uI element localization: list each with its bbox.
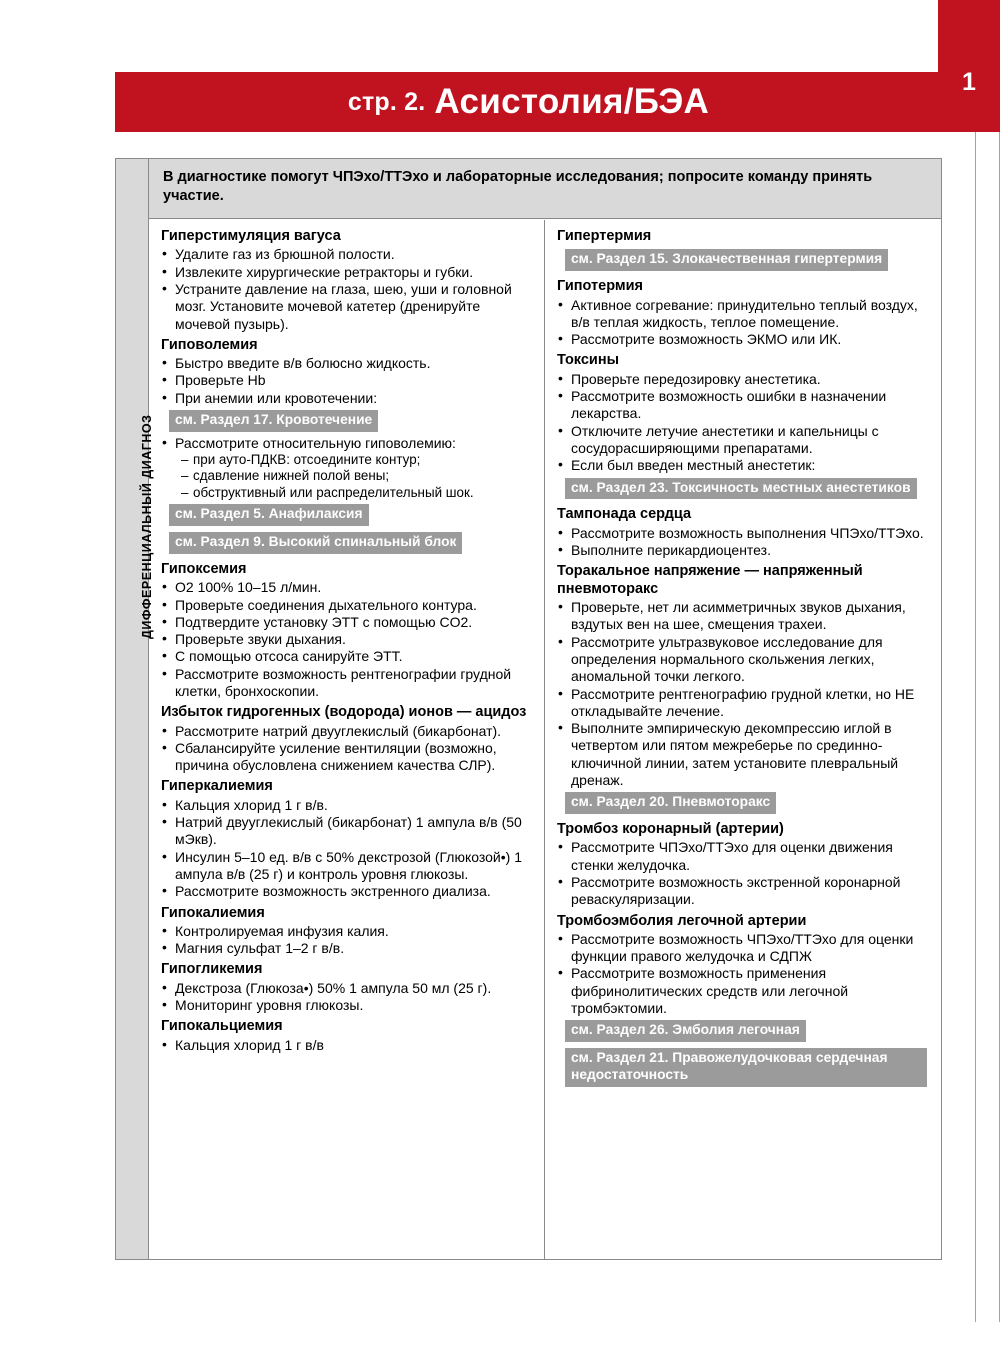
list-item: • Рассмотрите ультразвуковое исследование для определения нормального скольжения легких, аномальной точки легкого. bbox=[557, 634, 929, 686]
section-heading: Гипотермия bbox=[557, 278, 643, 295]
list-item: • Выполните перикардиоцентез. bbox=[557, 542, 929, 559]
list-item: • При анемии или кровотечении: bbox=[161, 390, 532, 407]
section-list bbox=[161, 1037, 532, 1054]
left-column bbox=[149, 220, 545, 1259]
list-item: • Натрий двууглекислый (бикарбонат) 1 ампула в/в (50 мЭкв). bbox=[161, 814, 532, 849]
right-column bbox=[545, 220, 941, 1259]
side-label-text: ДИФФЕРЕНЦИАЛЬНЫЙ ДИАГНОЗ bbox=[140, 414, 154, 639]
section-list bbox=[161, 980, 532, 1015]
list-item: • Рассмотрите относительную гиповолемию: bbox=[161, 435, 532, 452]
cross-reference[interactable]: см. Раздел 26. Эмболия легочная bbox=[565, 1020, 806, 1042]
cross-reference[interactable]: см. Раздел 21. Правожелудочковая сердечная недостаточность bbox=[565, 1048, 927, 1087]
section-sublist bbox=[181, 452, 532, 501]
page-corner-tab bbox=[938, 0, 1000, 132]
sub-list-item: – при ауто-ПДКВ: отсоедините контур; bbox=[181, 452, 532, 468]
cross-reference[interactable]: см. Раздел 23. Токсичность местных анестетиков bbox=[565, 478, 917, 500]
section-heading: Торакальное напряжение — напряженный пневмоторакс bbox=[557, 563, 863, 597]
list-item: • Рассмотрите возможность ЭКМО или ИК. bbox=[557, 331, 929, 348]
list-item: • Декстроза (Глюкоза•) 50% 1 ампула 50 мл (25 г). bbox=[161, 980, 532, 997]
section-heading: Тампонада сердца bbox=[557, 506, 692, 523]
list-item: • Рассмотрите рентгенографию грудной клетки, но НЕ откладывайте лечение. bbox=[557, 686, 929, 721]
section-list bbox=[161, 923, 532, 958]
cross-reference[interactable]: см. Раздел 15. Злокачественная гипертермия bbox=[565, 249, 888, 271]
list-item: • Удалите газ из брюшной полости. bbox=[161, 246, 532, 263]
section-list bbox=[557, 839, 929, 908]
sub-list-item: – сдавление нижней полой вены; bbox=[181, 468, 532, 484]
section-list bbox=[161, 797, 532, 901]
columns bbox=[149, 220, 941, 1259]
diagnostic-banner bbox=[149, 159, 941, 219]
list-item: • Инсулин 5–10 ед. в/в с 50% декстрозой (Глюкозой•) 1 ампула в/в (25 г) и контроль уровня глюкозы. bbox=[161, 849, 532, 884]
side-label bbox=[116, 159, 154, 1259]
section-heading: Тромбоз коронарный (артерии) bbox=[557, 821, 784, 838]
section-list bbox=[161, 723, 532, 775]
list-item: • Кальция хлорид 1 г в/в. bbox=[161, 797, 532, 814]
list-item: • С помощью отсоса санируйте ЭТТ. bbox=[161, 648, 532, 665]
list-item: • Рассмотрите возможность выполнения ЧПЭхо/ТТЭхо. bbox=[557, 525, 929, 542]
list-item: • Проверьте, нет ли асимметричных звуков дыхания, вздутых вен на шее, смещения трахеи. bbox=[557, 599, 929, 634]
list-item: • Активное согревание: принудительно теплый воздух, в/в теплая жидкость, теплое помещение. bbox=[557, 297, 929, 332]
list-item: • Проверьте соединения дыхательного контура. bbox=[161, 597, 532, 614]
list-item: • Мониторинг уровня глюкозы. bbox=[161, 997, 532, 1014]
page-title-banner bbox=[115, 72, 942, 132]
list-item: • Отключите летучие анестетики и капельницы с сосудорасширяющими препаратами. bbox=[557, 423, 929, 458]
section-list bbox=[161, 435, 532, 452]
section-list bbox=[557, 297, 929, 349]
section-list bbox=[161, 246, 532, 332]
list-item: • Проверьте звуки дыхания. bbox=[161, 631, 532, 648]
list-item: • Рассмотрите ЧПЭхо/ТТЭхо для оценки движения стенки желудочка. bbox=[557, 839, 929, 874]
page-edge-rule bbox=[975, 132, 976, 1322]
section-list bbox=[161, 355, 532, 407]
diagnostic-banner-text: В диагностике помогут ЧПЭхо/ТТЭхо и лабораторные исследования; попросите команду принять участие. bbox=[163, 169, 873, 205]
cross-reference[interactable]: см. Раздел 17. Кровотечение bbox=[169, 410, 378, 432]
section-list bbox=[557, 599, 929, 789]
sub-list-item: – обструктивный или распределительный шок. bbox=[181, 485, 532, 501]
section-list bbox=[557, 525, 929, 560]
page-number: 1 bbox=[962, 68, 976, 96]
list-item: • O2 100% 10–15 л/мин. bbox=[161, 579, 532, 596]
section-heading: Избыток гидрогенных (водорода) ионов — ацидоз bbox=[161, 704, 527, 721]
section-heading: Гиперстимуляция вагуса bbox=[161, 228, 341, 244]
section-heading: Тромбоэмболия легочной артерии bbox=[557, 912, 807, 929]
list-item: • Рассмотрите натрий двууглекислый (бикарбонат). bbox=[161, 723, 532, 740]
cross-reference[interactable]: см. Раздел 20. Пневмоторакс bbox=[565, 792, 776, 814]
list-item: • Устраните давление на глаза, шею, уши и головной мозг. Установите мочевой катетер (дренируйте мочевой пузырь). bbox=[161, 281, 532, 333]
section-heading: Гипогликемия bbox=[161, 961, 263, 978]
list-item: • Рассмотрите возможность экстренной коронарной реваскуляризации. bbox=[557, 874, 929, 909]
section-heading: Гипертермия bbox=[557, 228, 652, 244]
list-item: • Проверьте Hb bbox=[161, 372, 532, 389]
section-heading: Токсины bbox=[557, 352, 619, 369]
list-item: • Рассмотрите возможность рентгенографии грудной клетки, бронхоскопии. bbox=[161, 666, 532, 701]
list-item: • Кальция хлорид 1 г в/в bbox=[161, 1037, 532, 1054]
list-item: • Быстро введите в/в болюсно жидкость. bbox=[161, 355, 532, 372]
list-item: • Рассмотрите возможность ЧПЭхо/ТТЭхо для оценки функции правого желудочка и СДПЖ bbox=[557, 931, 929, 966]
list-item: • Проверьте передозировку анестетика. bbox=[557, 371, 929, 388]
section-heading: Гипокалиемия bbox=[161, 904, 265, 921]
list-item: • Сбалансируйте усиление вентиляции (возможно, причина обусловлена снижением качества СЛР). bbox=[161, 740, 532, 775]
content-frame bbox=[115, 158, 942, 1260]
list-item: • Рассмотрите возможность ошибки в назначении лекарства. bbox=[557, 388, 929, 423]
list-item: • Рассмотрите возможность экстренного диализа. bbox=[161, 883, 532, 900]
section-heading: Гиповолемия bbox=[161, 336, 258, 353]
section-list bbox=[557, 931, 929, 1017]
section-heading: Гиперкалиемия bbox=[161, 778, 273, 795]
section-list bbox=[161, 579, 532, 700]
section-list bbox=[557, 371, 929, 475]
list-item: • Извлеките хирургические ретракторы и губки. bbox=[161, 264, 532, 281]
list-item: • Рассмотрите возможность применения фибринолитических средств или легочной тромбэктомии. bbox=[557, 965, 929, 1017]
cross-reference[interactable]: см. Раздел 9. Высокий спинальный блок bbox=[169, 532, 462, 554]
list-item: • Магния сульфат 1–2 г в/в. bbox=[161, 940, 532, 957]
list-item: • Если был введен местный анестетик: bbox=[557, 457, 929, 474]
cross-reference[interactable]: см. Раздел 5. Анафилаксия bbox=[169, 504, 369, 526]
page-title: Асистолия/БЭА bbox=[434, 82, 710, 121]
list-item: • Контролируемая инфузия калия. bbox=[161, 923, 532, 940]
page-title-prefix: стр. 2. bbox=[347, 87, 426, 116]
section-heading: Гипокальциемия bbox=[161, 1018, 283, 1035]
list-item: • Подтвердите установку ЭТТ с помощью CO2. bbox=[161, 614, 532, 631]
list-item: • Выполните эмпирическую декомпрессию иглой в четвертом или пятом межреберье по срединно-ключичной линии, затем установите плевральный дренаж. bbox=[557, 720, 929, 789]
section-heading: Гипоксемия bbox=[161, 560, 247, 577]
